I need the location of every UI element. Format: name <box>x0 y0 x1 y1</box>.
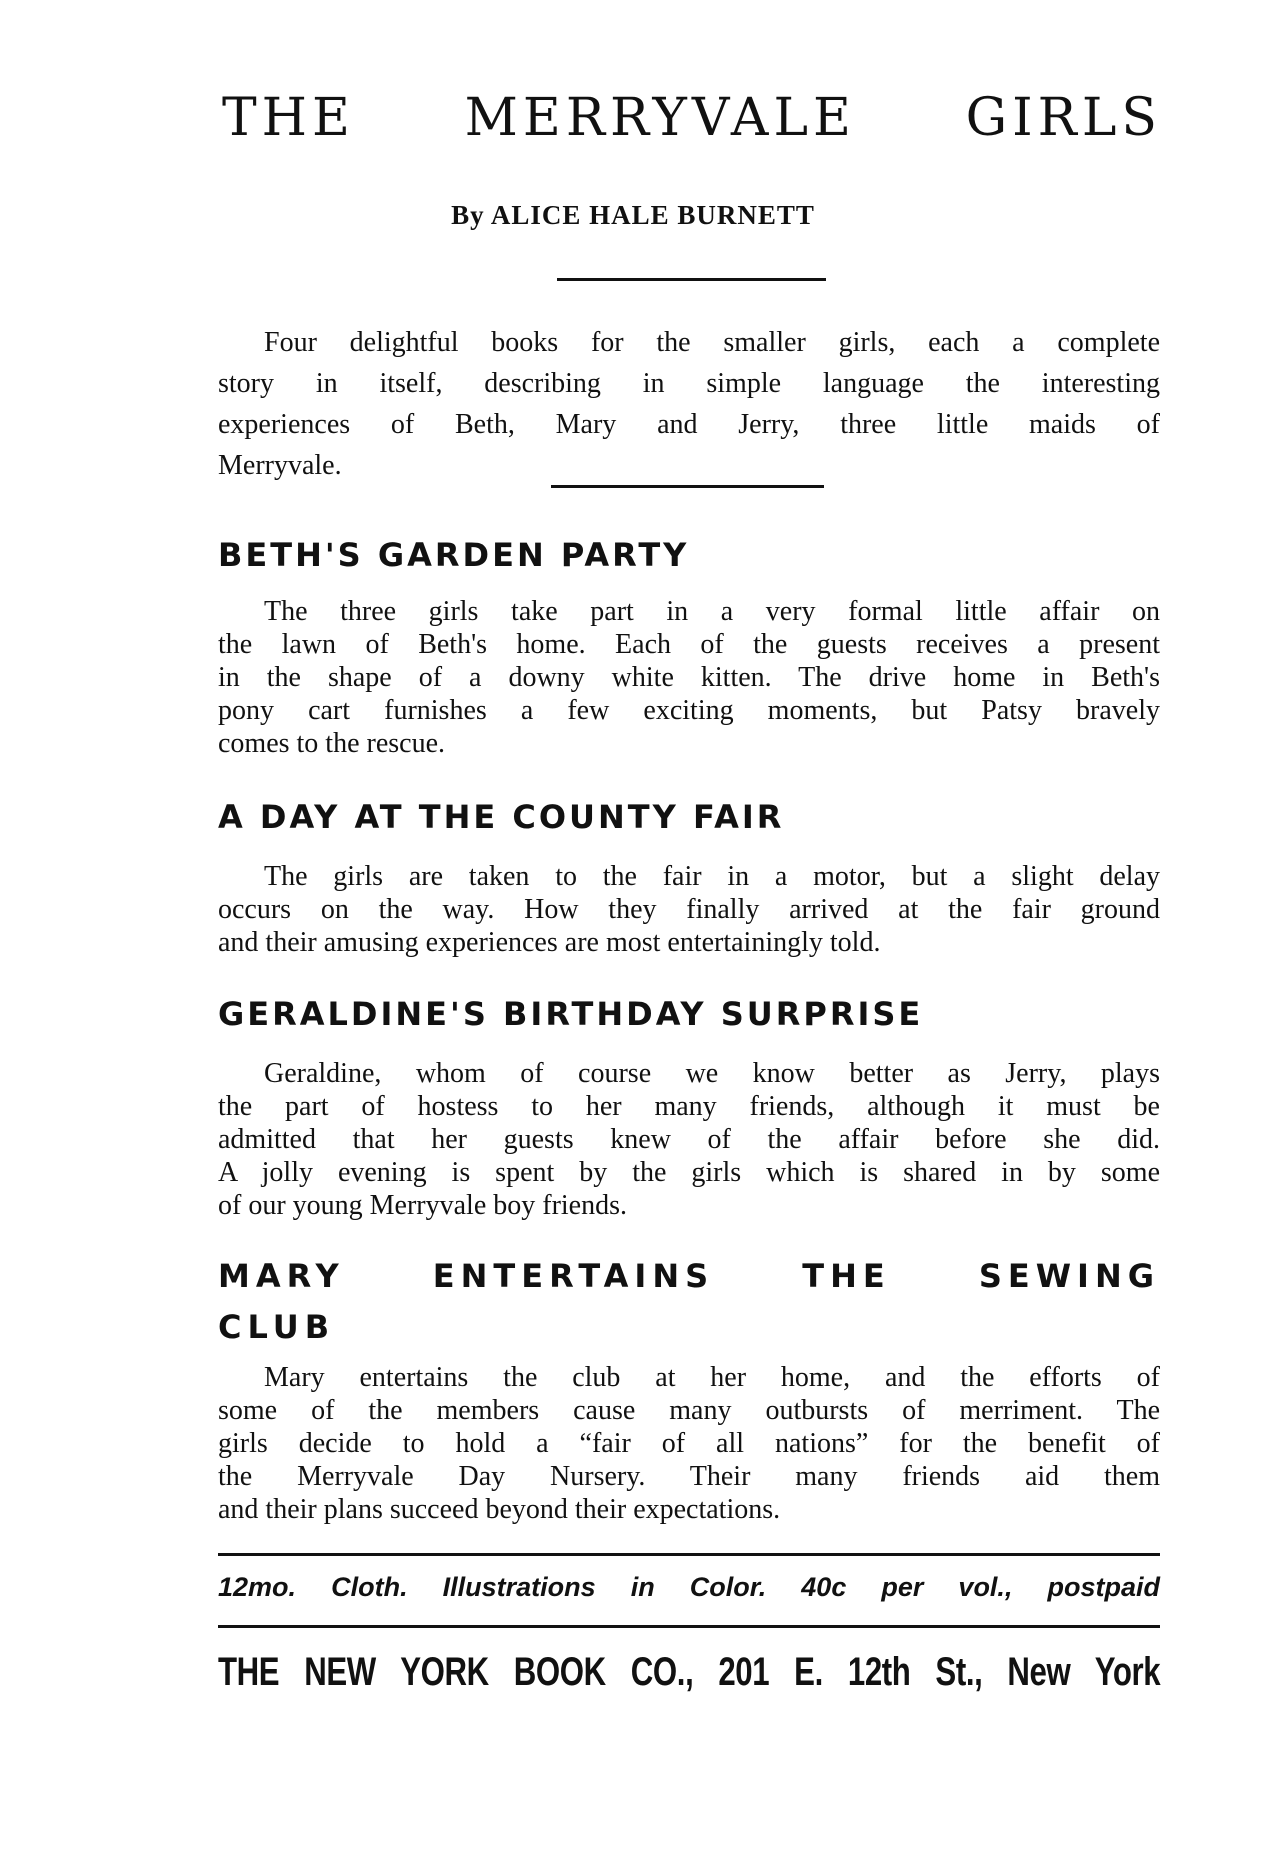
illustrations: Illustrations in Color. <box>442 1572 767 1602</box>
text-line: of our young Merryvale boy friends. <box>218 1190 628 1221</box>
text-line: in the shape of a downy white kitten. The drive home in Beth's <box>218 662 1160 693</box>
text-line: Four delightful books for the smaller girls, each a complete <box>264 327 1160 358</box>
text-line: Geraldine, whom of course we know better as Jerry, plays <box>264 1058 1160 1089</box>
publisher-line: THE NEW YORK BOOK CO., 201 E. 12th St., New York <box>218 1650 1161 1694</box>
book-title: MARY ENTERTAINS THE SEWING <box>218 1257 1160 1295</box>
text-line: the part of hostess to her many friends, although it must be <box>218 1091 1160 1122</box>
divider <box>218 1553 1160 1556</box>
book-title: GERALDINE'S BIRTHDAY SURPRISE <box>218 995 924 1033</box>
page-title: THE MERRYVALE GIRLS <box>222 88 1162 148</box>
book-description <box>218 1057 1160 1222</box>
text-line: A jolly evening is spent by the girls which is shared in by some <box>218 1157 1160 1188</box>
book-title: BETH'S GARDEN PARTY <box>218 536 690 574</box>
text-line: occurs on the way. How they finally arrived at the fair ground <box>218 894 1160 925</box>
text-line: some of the members cause many outbursts of merriment. The <box>218 1395 1160 1426</box>
divider <box>551 485 824 488</box>
text-line: The three girls take part in a very formal little affair on <box>264 596 1160 627</box>
text-line: the Merryvale Day Nursery. Their many friends aid them <box>218 1461 1160 1492</box>
binding: Cloth. <box>331 1572 408 1602</box>
text-line: the lawn of Beth's home. Each of the guests receives a present <box>218 629 1160 660</box>
divider <box>557 278 826 281</box>
text-line: story in itself, describing in simple language the interesting <box>218 368 1160 399</box>
book-title-continued: CLUB <box>218 1308 336 1346</box>
text-line: and their plans succeed beyond their expectations. <box>218 1494 781 1525</box>
divider <box>218 1625 1160 1628</box>
text-line: experiences of Beth, Mary and Jerry, three little maids of <box>218 409 1160 440</box>
price: 40c per vol., postpaid <box>801 1572 1160 1602</box>
text-line: and their amusing experiences are most entertainingly told. <box>218 927 881 958</box>
text-line: girls decide to hold a “fair of all nations” for the benefit of <box>218 1428 1160 1459</box>
edition-details <box>218 1572 1160 1603</box>
book-description <box>218 595 1160 760</box>
format: 12mo. <box>218 1572 297 1602</box>
author-byline: By ALICE HALE BURNETT <box>451 200 815 230</box>
book-description <box>218 1361 1160 1526</box>
text-line: Mary entertains the club at her home, and the efforts of <box>264 1362 1160 1393</box>
text-line: pony cart furnishes a few exciting moments, but Patsy bravely <box>218 695 1160 726</box>
intro-paragraph <box>218 322 1160 486</box>
text-line: comes to the rescue. <box>218 728 446 759</box>
text-line: admitted that her guests knew of the affair before she did. <box>218 1124 1160 1155</box>
book-description <box>218 860 1160 959</box>
book-title: A DAY AT THE COUNTY FAIR <box>218 798 785 836</box>
text-line: The girls are taken to the fair in a motor, but a slight delay <box>264 861 1160 892</box>
text-line: Merryvale. <box>218 450 342 481</box>
